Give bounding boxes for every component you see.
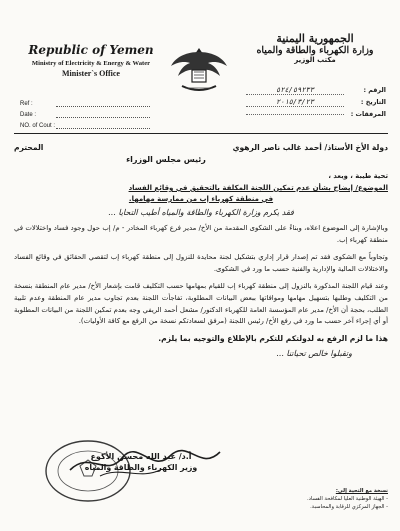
closing-line: هذا ما لزم الرفع به لدولتكم للتكرم بالإطلاع والتوجيه بما يلزم. (158, 333, 388, 343)
copies-heading: نسخة مع التحية إلى: (335, 488, 388, 494)
paragraph-2: وتجاوباً مع الشكوى فقد تم إصدار قرار إداري بتشكيل لجنة محايدة للنزول إلى منطقة كهرباء إب لتقصي الحقائق في وقائع الفساد والاختلالات المالية والإدارية والفنية حسب ما ورد في الشكوى. (14, 253, 388, 273)
header-arabic (240, 32, 390, 65)
republic-en: Republic of Yemen (28, 43, 154, 57)
attach-ar-row (246, 108, 386, 120)
subject-line-2: في منطقة كهرباء إب من ممارسة مهامها. (128, 195, 274, 203)
office-en: Minister`s Office (62, 69, 120, 79)
date-label: Date : (20, 111, 37, 118)
copies-list (238, 487, 388, 511)
republic-ar: الجمهورية اليمنية (276, 32, 354, 45)
paragraph-3: وعند قيام اللجنة المذكورة بالنزول إلى منطقة كهرباء إب للقيام بمهامها حسب التكليف قامت بإشعار الأخ/ مدير عام المنطقة بنسخة من التكليف وطلبها بتسهيل مهامها وموافاتها ببعض البيانات المطلوبة، تفاجأت اللجنة بعدم تجاوب مدير عام المنطقة وعدم تلبية الطلب، بحجة أن الأخ/ مدير عام المؤسسة العامة للكهرباء الدكتور/ مشعل أحمد الريفي وجه بعدم تمكين اللجنة من البيانات المطلوبة أو أي إجراء آخر حسب ما ورد في رفع الأخ/ رئيس اللجنة (مرفق لسعادتكم نسخة من الرفع مع كافة الأوليات). (14, 282, 388, 326)
signatory-title: وزير الكهرباء والطاقة والمياه (84, 463, 198, 472)
ref-row (20, 98, 150, 109)
signatory-name: أ.د/ عبد الله محسن الأكوع (90, 452, 192, 461)
attach-ar-value (246, 114, 344, 115)
addressee-title: رئيس مجلس الوزراء (126, 155, 206, 164)
date-line (56, 111, 150, 118)
date-ar-value: ٢٠١٥/٣/٢٣ (246, 98, 344, 107)
date-ar-label: التاريخ : (360, 98, 386, 106)
addressee-line (14, 142, 388, 154)
ref-line (56, 100, 150, 107)
subject-line: الموضوع/ إيضاح بشأن عدم تمكين اللجنة المكلفة بالتحقيق في وقائع الفساد (128, 184, 388, 192)
count-row (20, 120, 150, 131)
copy-item: - الجهاز المركزي للرقابة والمحاسبة. (310, 504, 388, 510)
ref-ar-row (246, 84, 386, 96)
letter-body (14, 142, 388, 358)
handwritten-regards: وتقبلوا خالص تحياتنا ... (276, 348, 352, 358)
count-label: NO. of Cout : (20, 122, 56, 129)
reference-block-ar (246, 84, 386, 120)
respected: المحترم (14, 143, 44, 152)
eagle-emblem-icon (168, 42, 230, 100)
count-line (56, 122, 150, 129)
date-row (20, 109, 150, 120)
ref-label: Ref : (20, 100, 33, 107)
handwritten-greeting: فقد يكرم وزارة الكهرباء والطاقة والمياه أطيب التحايا ... (108, 208, 294, 217)
attach-ar-label: المرفقات : (350, 110, 386, 118)
ref-ar-value: ٥٢٤/٥٩٢٣٣ (246, 86, 344, 95)
header-english (16, 44, 166, 79)
signature-block (66, 452, 216, 472)
ref-ar-label: الرقم : (363, 86, 386, 94)
greeting: تحية طيبة ، وبعد ، (328, 172, 388, 180)
header-divider (14, 133, 388, 134)
office-ar: مكتب الوزير (294, 56, 336, 65)
addressee: دولة الأخ الأستاذ/ أحمد غالب ناصر الرهوي (232, 143, 388, 152)
reference-block-en (20, 98, 150, 131)
ministry-ar: وزارة الكهرباء والطاقة والمياه (256, 45, 374, 57)
ministry-en: Ministry of Electricity & Energy & Water (31, 59, 151, 67)
copy-item: - الهيئة الوطنية العليا لمكافحة الفساد. (306, 496, 388, 502)
date-ar-row (246, 96, 386, 108)
paragraph-1: وبالإشارة إلى الموضوع اعلاه، وبناءً على الشكوى المقدمة من الأخ/ مدير فرع كهرباء المخادر - م/ إب حول وجود فساد واختلالات في منطقة كهرباء إب. (14, 224, 388, 244)
